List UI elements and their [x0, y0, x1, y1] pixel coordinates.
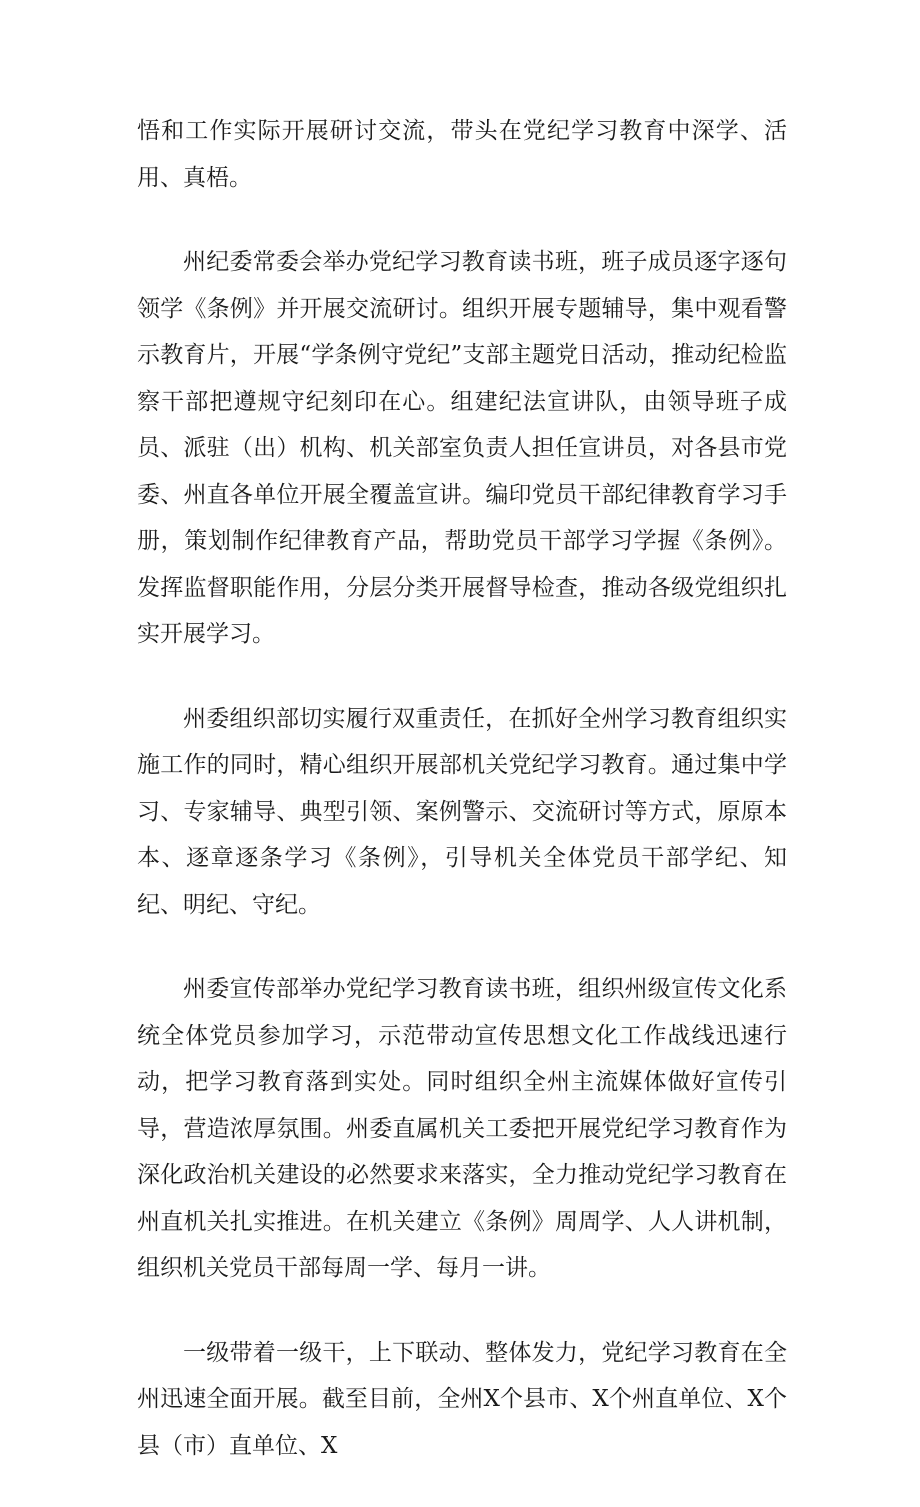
paragraph-5: 一级带着一级干，上下联动、整体发力，党纪学习教育在全州迅速全面开展。截至目前，全州X个县市、X个州直单位、X个县（市）直单位、X	[137, 1339, 787, 1459]
paragraph-1: 悟和工作实际开展研讨交流，带头在党纪学习教育中深学、活用、真梧。	[137, 118, 787, 191]
document-body	[137, 108, 787, 1507]
paragraph-3: 州委组织部切实履行双重责任，在抓好全州学习教育组织实施工作的同时，精心组织开展部机关党纪学习教育。通过集中学习、专家辅导、典型引领、案例警示、交流研讨等方式，原原本本、逐章逐条学习《条例》，引导机关全体党员干部学纪、知纪、明纪、守纪。	[137, 705, 787, 918]
paragraph-2: 州纪委常委会举办党纪学习教育读书班，班子成员逐字逐句领学《条例》并开展交流研讨。组织开展专题辅导，集中观看警示教育片，开展“学条例守党纪”支部主题党日活动，推动纪检监察干部把遵规守纪刻印在心。组建纪法宣讲队，由领导班子成员、派驻（出）机构、机关部室负责人担任宣讲员，对各县市党委、州直各单位开展全覆盖宣讲。编印党员干部纪律教育学习手册，策划制作纪律教育产品，帮助党员干部学习学握《条例》。发挥监督职能作用，分层分类开展督导检查，推动各级党组织扎实开展学习。	[137, 249, 787, 647]
paragraph-4: 州委宣传部举办党纪学习教育读书班，组织州级宣传文化系统全体党员参加学习，示范带动宣传思想文化工作战线迅速行动，把学习教育落到实处。同时组织全州主流媒体做好宣传引导，营造浓厚氛围。州委直属机关工委把开展党纪学习教育作为深化政治机关建设的必然要求来落实，全力推动党纪学习教育在州直机关扎实推进。在机关建立《条例》周周学、人人讲机制，组织机关党员干部每周一学、每月一讲。	[137, 976, 787, 1281]
